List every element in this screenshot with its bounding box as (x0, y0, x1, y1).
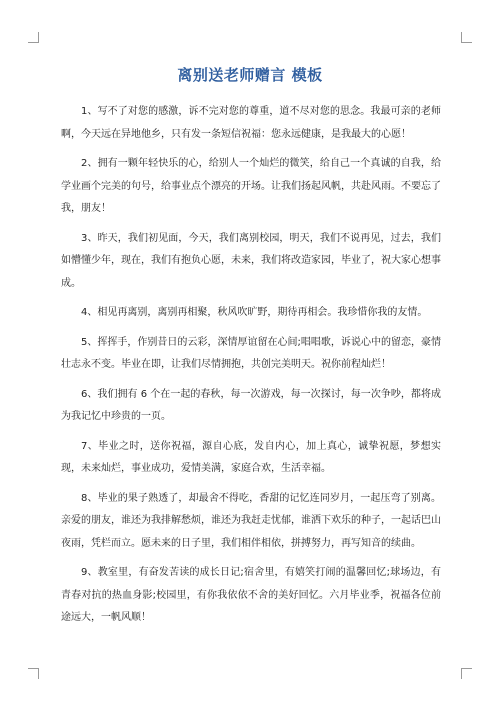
paragraph-6: 6、我们拥有 6 个在一起的春秋，每一次游戏，每一次探讨，每一次争吵，都将成为我记忆中珍贵的一页。 (61, 388, 441, 422)
page-corner-mark-bottom-right (461, 668, 472, 679)
paragraph-1: 1、写不了对您的感激，诉不完对您的尊重，道不尽对您的思念。我最可亲的老师啊，今天远在异地他乡，只有发一条短信祝福：您永远健康，是我最大的心愿！ (61, 106, 441, 140)
paragraph-3: 3、昨天，我们初见面，今天，我们离别校园，明天，我们不说再见，过去，我们如懵懂少年，现在，我们有抱负心愿，未来，我们将改造家园，毕业了，祝大家心想事成。 (61, 232, 441, 289)
page-corner-mark-bottom-left (28, 668, 39, 679)
page-corner-mark-top-left (28, 32, 39, 43)
document-body (61, 101, 441, 637)
paragraph-8: 8、毕业的果子熟透了，却最舍不得吃，香甜的记忆连同岁月，一起压弯了别离。亲爱的朋友，谁还为我排解愁烦，谁还为我赶走忧郁，谁洒下欢乐的种子，一起话巴山夜雨，凭栏而立。愿未来的日子里，我们相伴相依，拼搏努力，再写知音的续曲。 (61, 492, 441, 549)
paragraph-4: 4、相见再离别，离别再相聚，秋风吹旷野，期待再相会。我珍惜你我的友情。 (81, 307, 428, 318)
document-title: 离别送老师赠言 模板 (177, 66, 323, 84)
page-corner-mark-top-right (461, 32, 472, 43)
paragraph-2: 2、拥有一颗年轻快乐的心，给别人一个灿烂的微笑，给自己一个真诚的自我，给学业画个完美的句号，给事业点个漂亮的开场。让我们扬起风帆，共赴风雨。不要忘了我，朋友！ (61, 158, 441, 214)
paragraph-7: 7、毕业之时，送你祝福，源自心底，发自内心，加上真心，诚挚祝愿，梦想实现，未来灿烂，事业成功，爱情美满，家庭合欢，生活幸福。 (61, 440, 441, 474)
paragraph-5: 5、挥挥手，作别昔日的云彩，深情厚谊留在心间;唱唱歌，诉说心中的留恋，豪情壮志永不变。毕业在即，让我们尽情拥抱，共创完美明天。祝你前程灿烂！ (61, 336, 441, 370)
paragraph-9: 9、教室里，有奋发苦读的成长日记;宿舍里，有嬉笑打闹的温馨回忆;球场边，有青春对抗的热血身影;校园里，有你我依依不舍的美好回忆。六月毕业季，祝福各位前途远大，一帆风顺！ (61, 567, 441, 623)
